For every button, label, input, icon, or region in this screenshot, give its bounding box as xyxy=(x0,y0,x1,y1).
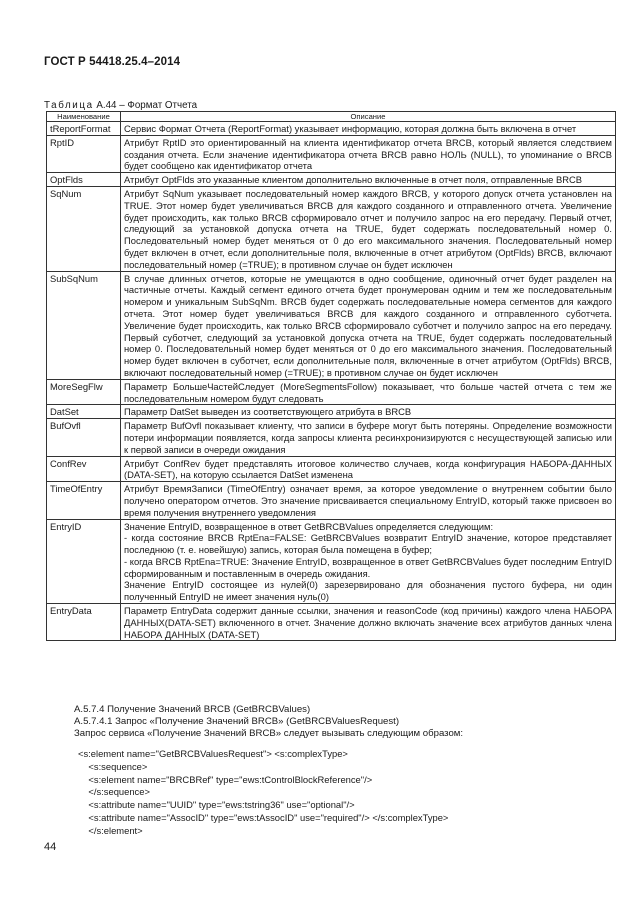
field-description-cell: Сервис Формат Отчета (ReportFormat) указывает информацию, которая должна быть включена в отчет xyxy=(121,122,616,136)
code-line: </s:sequence> xyxy=(78,786,150,798)
field-name-cell: SubSqNum xyxy=(47,271,121,379)
field-name-cell: OptFlds xyxy=(47,173,121,187)
field-name-cell: tReportFormat xyxy=(47,122,121,136)
table-row xyxy=(47,604,616,641)
field-description-cell: Параметр BufOvfl показывает клиенту, что записи в буфере могут быть потеряны. Определение возможности потери информации появляется, когда запросы клиента ресинхронизируются с несуществующей записью или к первой записи в очереди ожидания xyxy=(121,419,616,456)
table-row xyxy=(47,456,616,482)
table-row xyxy=(47,482,616,519)
field-name-cell: EntryData xyxy=(47,604,121,641)
field-description-cell: Параметр EntryData содержит данные ссылки, значения и reasonCode (код причины) каждого члена НАБОРА ДАННЫХ(DATA-SET) включенного в отчет. Значение должно включать значение всех атрибутов данных члена НАБОРА ДАННЫХ (DATA-SET) xyxy=(121,604,616,641)
field-description-cell: Значение EntryID, возвращенное в ответ GetBRCBValues определяется следующим: - когда состояние BRCB RptEna=FALSE: GetBRCBValues возвратит EntryID значение, которое представляет последнюю (т. е. новейшую) запись, которая была помещена в буфер; - когда BRCB RptEna=TRUE: Значение EntryID, возвращенное в ответ GetBRCBValues будет последним EntryID сформированным и поставленным в очередь ожидания. Значение EntryID состоящее из нулей(0) зарезервировано для обозначения пустого буфера, ни один полученный EntryID не имеет значения нуль(0) xyxy=(121,519,616,604)
table-row xyxy=(47,419,616,456)
field-description-cell: Атрибут ConfRev будет представлять итоговое количество случаев, когда конфигурация НАБОРА-ДАННЫХ (DATA-SET), на которую ссылается DatSet изменена xyxy=(121,456,616,482)
page-number: 44 xyxy=(44,841,57,853)
field-description-cell: В случае длинных отчетов, которые не умещаются в одно сообщение, одиночный отчет будет разделен на частичные отчеты. Каждый сегмент единого отчета будет пронумерован одним и тем же последовательным номером и уникальным SubSqNm. BRCB будет содержать последовательные номера сегментов для каждого отчета. Этот номер будет увеличиваться BRCB для каждого созданного и отправленного суботчета. Увеличение будет происходить, как только BRCB сформировало суботчет и получило запрос на его передачу. Первый суботчет, следующий за установкой допуска отчета на TRUE, будет содержать последовательный номер 0. Последовательный номер будет меняться от 0 до его максимального значения. Последовательный номер будет включен в суботчет, если дополнительные поля, включенные в отчет атрибутом (OptFlds) BRCB, включают последовательный номер (=TRUE); в противном случае он будет исключен xyxy=(121,271,616,379)
field-description-cell: Атрибут ВремяЗаписи (TimeOfEntry) означает время, за которое уведомление о внутреннем событии было получено оператором отчетов. Это значение присваивается специальному EntryID, который также присвоен во время получения внутреннего уведомления xyxy=(121,482,616,519)
table-row xyxy=(47,135,616,172)
column-header-name: Наименование xyxy=(47,112,121,122)
table-row xyxy=(47,519,616,604)
section-heading-get-brcb-values: А.5.7.4 Получение Значений BRCB (GetBRCBValues) xyxy=(74,704,311,715)
xml-schema-code-block xyxy=(78,748,448,838)
column-header-description: Описание xyxy=(121,112,616,122)
table-row xyxy=(47,186,616,271)
table-row xyxy=(47,379,616,405)
table-caption xyxy=(44,100,197,111)
field-description-cell: Атрибут SqNum указывает последовательный номер каждого BRCB, у которого допуск отчета установлен на TRUE. Этот номер будет увеличиваться BRCB для каждого созданного и отправленного отчета. Увеличение будет происходить, как только BRCB сформировало отчет и получило запрос на его передачу. Первый отчет, следующий за установкой допуска отчета на TRUE, будет содержать последовательный номер 0. Последовательный номер будет меняться от 0 до его максимального значения. Последовательный номер будет включен в отчет, если дополнительные поля, включенные в отчет атрибутом (OptFlds) BRCB, включают последовательный номер (=TRUE); в противном случае он будет исключен xyxy=(121,186,616,271)
field-name-cell: ConfRev xyxy=(47,456,121,482)
table-row xyxy=(47,173,616,187)
field-name-cell: BufOvfl xyxy=(47,419,121,456)
field-description-cell: Параметр БольшеЧастейСледует (MoreSegmentsFollow) показывает, что больше частей отчета с тем же последовательным номером будут следовать xyxy=(121,379,616,405)
field-description-cell: Атрибут RptID это ориентированный на клиента идентификатор отчета BRCB, который является следствием создания отчета. Если значение идентификатора отчета BRCB равно НОЛЬ (NULL), то упоминание о BRCB будет сообщено как идентификатор отчета xyxy=(121,135,616,172)
code-line: </s:element> xyxy=(78,824,143,836)
field-name-cell: SqNum xyxy=(47,186,121,271)
code-line: <s:element name="GetBRCBValuesRequest"> <s:complexType> xyxy=(78,748,348,759)
code-line: <s:element name="BRCBRef" type="ews:tControlBlockReference"/> xyxy=(78,773,373,785)
code-line: <s:attribute name="UUID" type="ews:tstring36" use="optional"/> xyxy=(78,799,355,811)
field-name-cell: TimeOfEntry xyxy=(47,482,121,519)
service-call-intro-text: Запрос сервиса «Получение Значений BRCB» следует вызывать следующим образом: xyxy=(74,728,464,739)
table-row xyxy=(47,122,616,136)
table-caption-prefix: Таблица xyxy=(44,100,94,111)
code-line: <s:sequence> xyxy=(78,760,148,772)
field-description-cell: Параметр DatSet выведен из соответствующего атрибута в BRCB xyxy=(121,405,616,419)
table-header-row xyxy=(47,112,616,122)
field-description-cell: Атрибут OptFlds это указанные клиентом дополнительно включенные в отчет поля, отправленные BRCB xyxy=(121,173,616,187)
field-name-cell: RptID xyxy=(47,135,121,172)
field-name-cell: EntryID xyxy=(47,519,121,604)
report-format-table xyxy=(46,111,616,641)
code-line: <s:attribute name="AssocID" type="ews:tAssocID" use="required"/> </s:complexType> xyxy=(78,811,449,823)
field-name-cell: MoreSegFlw xyxy=(47,379,121,405)
document-standard-header: ГОСТ Р 54418.25.4–2014 xyxy=(44,56,181,68)
table-row xyxy=(47,271,616,379)
section-heading-get-brcb-values-request: А.5.7.4.1 Запрос «Получение Значений BRCB» (GetBRCBValuesRequest) xyxy=(74,716,400,727)
table-row xyxy=(47,405,616,419)
field-name-cell: DatSet xyxy=(47,405,121,419)
table-caption-title: А.44 – Формат Отчета xyxy=(93,100,198,111)
